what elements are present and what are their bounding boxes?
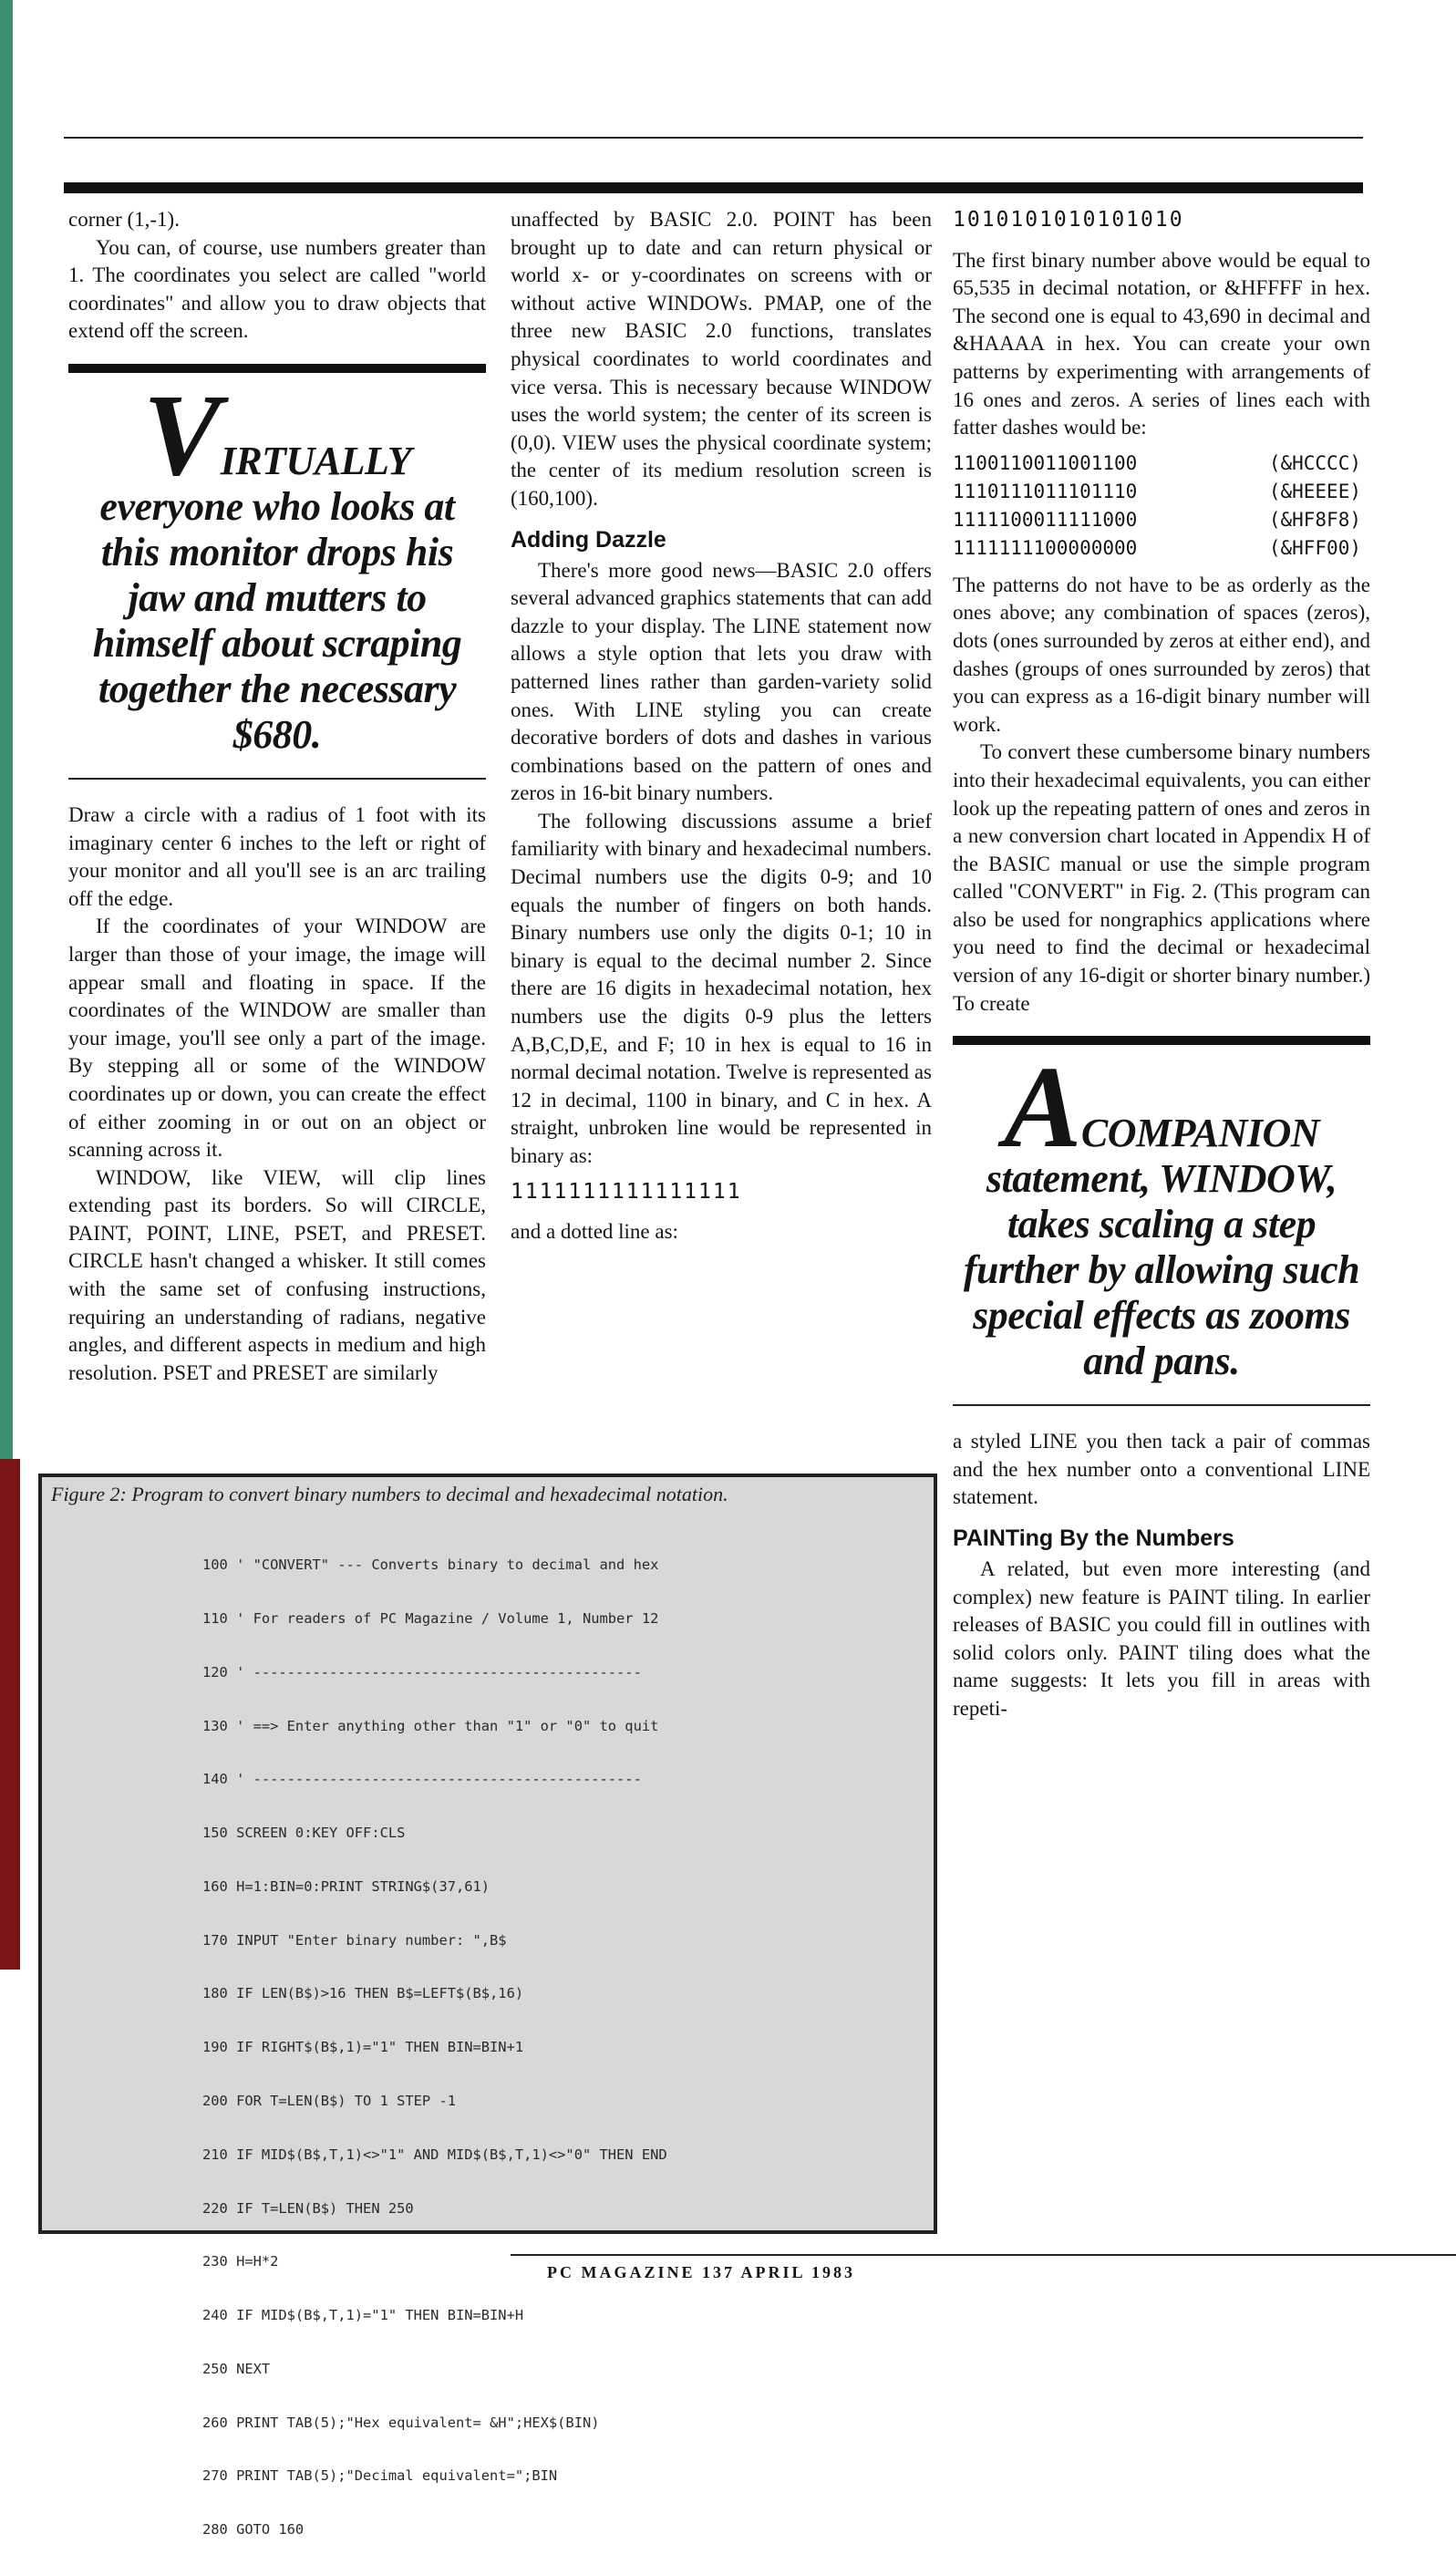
col3-paragraph: A related, but even more interesting (and complex) new feature is PAINT tiling. In earlier releases of BASIC you could fill in outlines with solid colors only. PAINT tiling does what the name suggests: It lets you fill in areas with repeti-	[953, 1557, 1370, 1720]
binary-solid-line: 1111111111111111	[511, 1179, 742, 1204]
pullquote-text: everyone who looks at this monitor drops his jaw and mutters to himself about scraping together the necessary $680.	[92, 483, 462, 757]
pattern-hex: (&HEEEE)	[1268, 480, 1361, 502]
code-line: 270 PRINT TAB(5);"Decimal equivalent=";BIN	[202, 2467, 558, 2485]
col2-paragraph: There's more good news—BASIC 2.0 offers several advanced graphics statements that can add dazzle to your display. The LINE statement now allows a style option that lets you draw with patterned lines rather than garden-variety solid ones. With LINE styling you can create decorative borders of dots and dashes in various combinations based on the pattern of ones and zeros in 16-bit binary numbers.	[511, 558, 932, 805]
col2-paragraph: unaffected by BASIC 2.0. POINT has been brought up to date and can return physical or world x- or y-coordinates on screens with or without active WINDOWs. PMAP, one of the three new BASIC 2.0 functions, translates physical coordinates to world coordinates and vice versa. This is necessary because WINDOW uses the world system; the center of its screen is (0,0). VIEW uses the physical coordinate system; the center of its medium resolution screen is (160,100).	[511, 208, 932, 510]
header-thin-rule	[64, 137, 1363, 139]
pattern-binary: 1110111011101110	[953, 480, 1138, 502]
code-line: 180 IF LEN(B$)>16 THEN B$=LEFT$(B$,16)	[202, 1985, 524, 2002]
col3-paragraph: The patterns do not have to be as orderly as the ones above; any combination of spaces (zeros), dots (ones surrounded by zeros at either end), and dashes (groups of ones surrounded by zeros) that you can express as a 16-digit binary number will work.	[953, 573, 1370, 736]
col1-paragraph: WINDOW, like VIEW, will clip lines extending past its borders. So will CIRCLE, PAINT, POINT, LINE, PSET, and PRESET. CIRCLE hasn't changed a whisker. It still comes with the same set of confusing instructions, requiring an understanding of radians, negative angles, and different aspects in medium and high resolution. PSET and PRESET are similarly	[68, 1165, 486, 1384]
column-1	[68, 206, 486, 1387]
code-line: 140 ' ----------------------------------------------	[202, 1771, 642, 1788]
subhead-painting: PAINTing By the Numbers	[953, 1525, 1234, 1552]
pattern-hex: (&HFF00)	[1268, 536, 1361, 559]
pattern-hex: (&HCCCC)	[1268, 451, 1361, 474]
pullquote-top-bar	[68, 364, 486, 373]
pullquote-virtually	[68, 369, 486, 758]
code-line: 100 ' "CONVERT" --- Converts binary to decimal and hex	[202, 1556, 659, 1574]
col1-paragraph: You can, of course, use numbers greater than 1. The coordinates you select are called "world coordinates" and allow you to draw objects that extend off the screen.	[68, 235, 486, 343]
code-line: 280 GOTO 160	[202, 2521, 305, 2539]
col3-paragraph: a styled LINE you then tack a pair of commas and the hex number onto a conventional LINE statement.	[953, 1430, 1370, 1509]
code-line: 130 ' ==> Enter anything other than "1" or "0" to quit	[202, 1717, 659, 1734]
subhead-adding-dazzle: Adding Dazzle	[511, 526, 666, 553]
col3-paragraph: To convert these cumbersome binary numbers into their hexadecimal equivalents, you can either look up the repeating pattern of ones and zeros in a new conversion chart located in Appendix H of the BASIC manual or use the simple program called "CONVERT" in Fig. 2. (This program can also be used for nongraphics applications where you need to find the decimal or hexadecimal version of any 16-digit or shorter binary number.) To create	[953, 740, 1370, 1015]
col2-paragraph: The following discussions assume a brief familiarity with binary and hexadecimal numbers. Decimal numbers use the digits 0-9; and 10 equals the number of fingers on both hands. Binary numbers use only the digits 0-1; 10 in binary is equal to the decimal number 2. Since there are 16 digits in hexadecimal notation, hex numbers use the digits 0-9 plus the letters A,B,C,D,E, and F; 10 in hex is equal to 16 in normal decimal notation. Twelve is represented as 12 in decimal, 1100 in binary, and C in hex. A straight, unbroken line would be represented in binary as:	[511, 809, 932, 1167]
figure-caption: Figure 2: Program to convert binary numbers to decimal and hexadecimal notation.	[51, 1483, 728, 1505]
code-line: 190 IF RIGHT$(B$,1)="1" THEN BIN=BIN+1	[202, 2039, 524, 2056]
binary-dotted-line: 1010101010101010	[953, 208, 1184, 232]
header-thick-rule	[64, 182, 1363, 193]
pattern-row	[953, 478, 1370, 506]
code-line: 250 NEXT	[202, 2360, 271, 2377]
pattern-binary: 1100110011001100	[953, 451, 1138, 474]
code-line: 260 PRINT TAB(5);"Hex equivalent= &H";HEX$(BIN)	[202, 2414, 600, 2431]
pullquote-drop-letter: A	[1003, 1042, 1081, 1173]
pattern-row	[953, 506, 1370, 534]
footer-rule	[511, 2254, 1456, 2256]
pattern-hex: (&HF8F8)	[1268, 508, 1361, 531]
col1-paragraph: corner (1,-1).	[68, 208, 180, 231]
col1-paragraph: If the coordinates of your WINDOW are larger than those of your image, the image will appear small and floating in space. If the coordinates of the WINDOW are smaller than your image, you'll see only a part of the image. By stepping all or some of the WINDOW coordinates up or down, you can create the effect of either zooming in or out on an object or scanning across it.	[68, 915, 486, 1162]
code-line: 160 H=1:BIN=0:PRINT STRING$(37,61)	[202, 1877, 490, 1895]
code-line: 150 SCREEN 0:KEY OFF:CLS	[202, 1825, 406, 1842]
pullquote-bottom-rule	[953, 1404, 1370, 1406]
spine-green-edge	[0, 0, 13, 1459]
code-line: 170 INPUT "Enter binary number: ",B$	[202, 1931, 507, 1949]
code-line: 220 IF T=LEN(B$) THEN 250	[202, 2199, 414, 2217]
pullquote-lead-word: IRTUALLY	[220, 438, 412, 483]
col2-paragraph: and a dotted line as:	[511, 1220, 678, 1244]
col3-paragraph: The first binary number above would be equal to 65,535 in decimal notation, or &HFFFF in hex. The second one is equal to 43,690 in decimal and &HAAAA in hex. You can create your own patterns by experimenting with arrangements of 16 ones and zeros. A series of lines each with fatter dashes would be:	[953, 248, 1370, 440]
col1-paragraph: Draw a circle with a radius of 1 foot with its imaginary center 6 inches to the left or right of your monitor and all you'll see is an arc trailing off the edge.	[68, 802, 486, 910]
code-line: 110 ' For readers of PC Magazine / Volume 1, Number 12	[202, 1609, 659, 1627]
pattern-row	[953, 450, 1370, 478]
dash-pattern-table	[953, 450, 1370, 563]
page-spine	[0, 0, 20, 1970]
code-line: 210 IF MID$(B$,T,1)<>"1" AND MID$(B$,T,1)<>"0" THEN END	[202, 2146, 667, 2163]
basic-program-listing	[202, 1521, 667, 2575]
code-line: 240 IF MID$(B$,T,1)="1" THEN BIN=BIN+H	[202, 2307, 524, 2324]
pullquote-drop-letter: V	[142, 369, 221, 500]
pullquote-lead-word: COMPANION	[1080, 1111, 1320, 1156]
code-line: 230 H=H*2	[202, 2253, 279, 2270]
column-3	[953, 206, 1370, 1723]
pattern-row	[953, 534, 1370, 563]
code-line: 120 ' ----------------------------------------------	[202, 1663, 642, 1680]
pullquote-text: statement, WINDOW, takes scaling a step further by allowing such special effects as zooms and pans.	[963, 1156, 1360, 1384]
pullquote-companion	[953, 1042, 1370, 1384]
page-footer: PC MAGAZINE 137 APRIL 1983	[547, 2263, 856, 2281]
pullquote-bottom-rule	[68, 778, 486, 780]
code-line: 200 FOR T=LEN(B$) TO 1 STEP -1	[202, 2093, 456, 2109]
pattern-binary: 1111111100000000	[953, 536, 1138, 559]
pattern-binary: 1111100011111000	[953, 508, 1138, 531]
spine-red-edge	[0, 1459, 20, 1970]
column-2	[511, 206, 932, 1246]
